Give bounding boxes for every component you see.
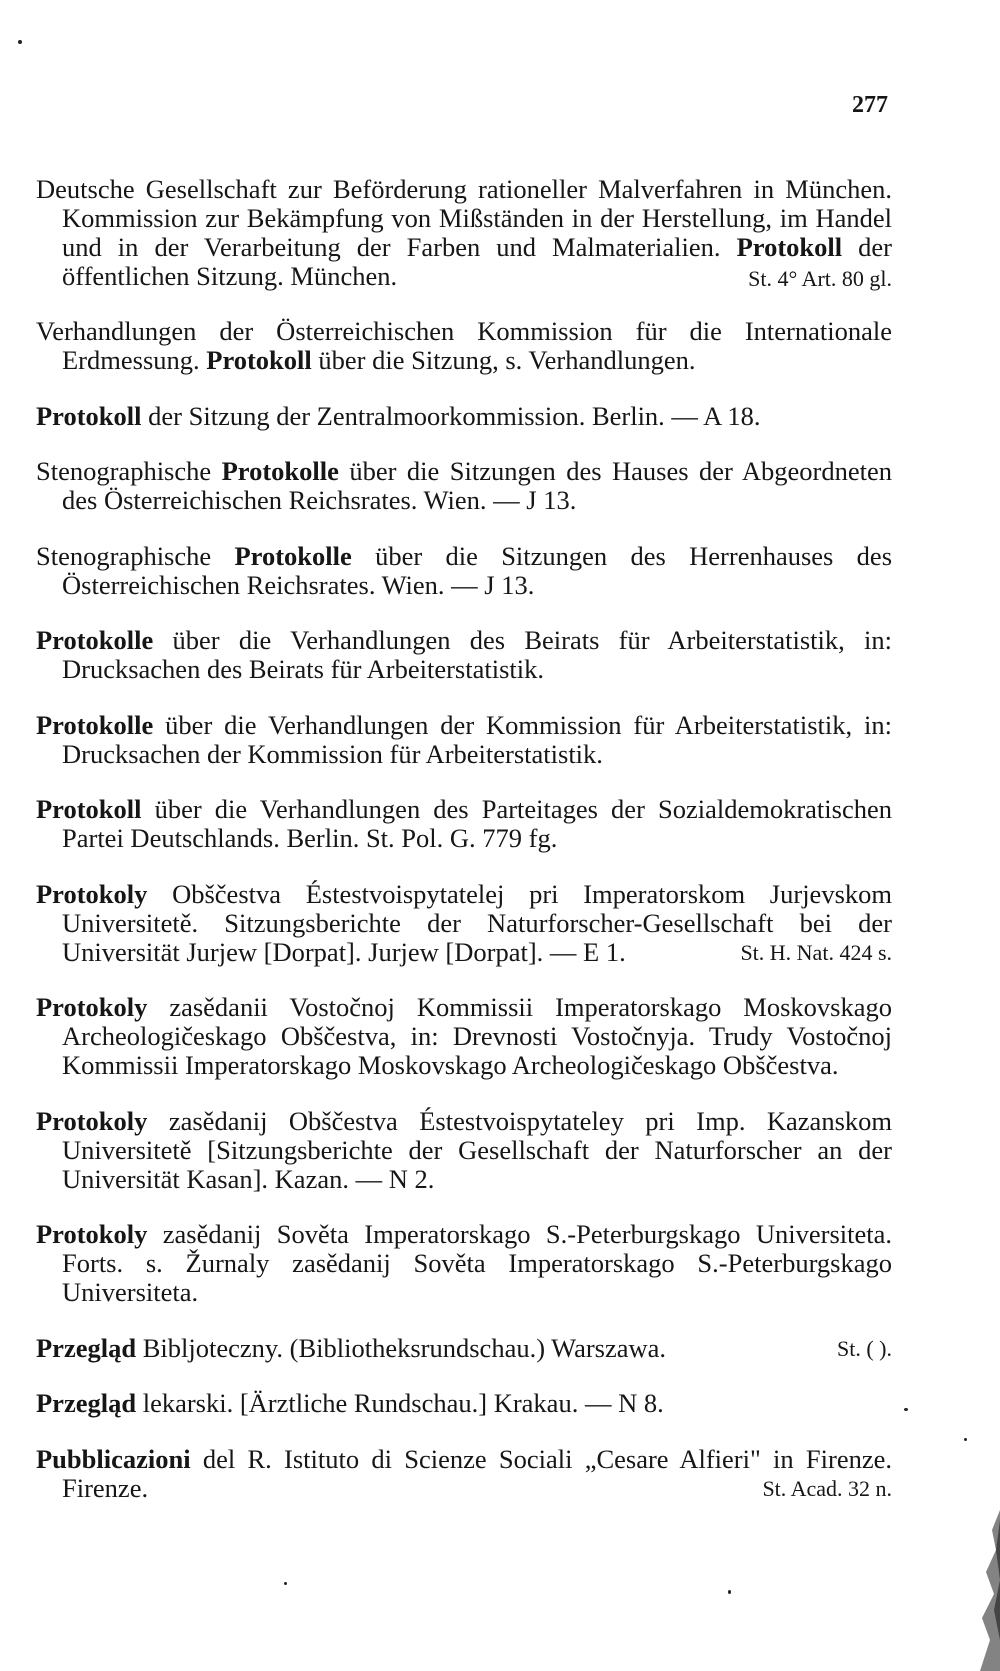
page-number: 277 (852, 92, 888, 118)
entry-kommission-arbeiterstatistik (36, 711, 892, 769)
entry-parteitag (36, 795, 892, 853)
scan-speck (18, 40, 22, 44)
entry-text: zasědanij Obščestva Éstestvoispytateley pri Imp. Kazanskom Universitetě [Sitzungsberichte der Gesellschaft der Naturforscher an der Universität Kasan]. Kazan. — N 2. (62, 1105, 892, 1194)
entry-keyword: Pubblicazioni (36, 1443, 191, 1474)
entry-keyword: Przegląd (36, 1332, 137, 1363)
entry-protokoly-peterburg (36, 1220, 892, 1307)
scan-speck (284, 1582, 287, 1585)
scan-speck (728, 1590, 731, 1594)
entry-lead: Stenographische (36, 456, 222, 486)
entry-text: zasědanij Sověta Imperatorskago S.-Peterburgskago Universiteta. Forts. s. Žurnaly zasědanij Sověta Imperatorskago S.-Peterburgskago Universiteta. (62, 1219, 892, 1307)
entry-beirat-arbeiterstatistik (36, 626, 892, 684)
entry-text: lekarski. [Ärztliche Rundschau.] Krakau. — N 8. (136, 1388, 664, 1418)
entry-keyword: Protokoll (36, 794, 142, 824)
entry-text: Bibljoteczny. (Bibliotheksrundschau.) Warszawa. (136, 1332, 667, 1363)
entry-deutsche-gesellschaft (36, 175, 892, 291)
entry-text: del R. Istituto di Scienze Sociali „Cesare Alfieri" in Firenze. Firenze. (62, 1443, 892, 1503)
scan-speck (904, 1408, 908, 1411)
entry-text: über die Sitzungen des Hauses der Abgeordneten des Österreichischen Reichsrates. Wien. — J 13. (62, 456, 892, 515)
entry-text: der Sitzung der Zentralmoorkommission. Berlin. — A 18. (141, 400, 761, 431)
entry-keyword: Protokoll (36, 400, 142, 431)
entry-keyword: Protokoll (736, 231, 843, 262)
entry-przeglad-bibljoteczny (36, 1334, 892, 1363)
entry-text: über die Verhandlungen des Parteitages der Sozialdemokratischen Partei Deutschlands. Berlin. St. Pol. G. 779 fg. (62, 794, 892, 853)
entry-text: über die Verhandlungen des Beirats für Arbeiterstatistik, in: Drucksachen des Beirats für Arbeiterstatistik. (62, 625, 892, 684)
entry-protokoly-jurjev (36, 880, 892, 967)
entry-keyword: Protokoll (206, 345, 312, 375)
entry-przeglad-lekarski (36, 1389, 892, 1418)
entry-keyword: Protokolle (221, 456, 339, 486)
shelf-mark: St. ( ). (837, 1335, 892, 1361)
shelf-mark: St. H. Nat. 424 s. (740, 939, 892, 965)
entry-lead: Verhandlungen der Österreichischen Kommission für die Internationale Erdmessung. (36, 316, 892, 375)
entry-keyword: Protokoly (36, 992, 148, 1022)
page-edge-shadow (972, 1510, 1000, 1671)
entry-text: über die Sitzungen des Herrenhauses des Österreichischen Reichsrates. Wien. — J 13. (62, 540, 893, 600)
shelf-mark: St. Acad. 32 n. (762, 1475, 892, 1501)
entry-protokoly-kazan (36, 1107, 892, 1194)
bibliography-entries (36, 148, 892, 1521)
entry-zentralmoorkommission (36, 402, 892, 431)
entry-stenographische-haus (36, 457, 892, 515)
entry-lead: Deutsche Gesellschaft zur Beförderung rationeller Malverfahren in München. Kommission zur Bekämpfung von Mißständen in der Herstellung, im Handel und in der Verarbeitung der Farben und Malmaterialien. (36, 173, 892, 262)
entry-text: über die Verhandlungen der Kommission für Arbeiterstatistik, in: Drucksachen der Kommission für Arbeiterstatistik. (62, 709, 892, 769)
entry-keyword: Protokolle (36, 709, 154, 740)
entry-text: Obščestva Éstestvoispytatelej pri Imperatorskom Jurjevskom Universitetě. Sitzungsberichte der Naturforscher-Gesellschaft bei der Universität Jurjew [Dorpat]. Jurjew [Dorpat]. — E 1. (62, 878, 892, 967)
shelf-mark: St. 4° Art. 80 gl. (748, 265, 892, 291)
entry-text: über die Sitzung, s. Verhandlungen. (311, 345, 696, 375)
entry-stenographische-herrenhaus (36, 542, 892, 600)
entry-pubblicazioni (36, 1445, 892, 1503)
entry-keyword: Protokolle (36, 625, 154, 655)
entry-verhandlungen (36, 317, 892, 375)
entry-keyword: Protokoly (36, 878, 148, 909)
entry-keyword: Protokoly (36, 1219, 148, 1249)
entry-keyword: Przegląd (36, 1388, 137, 1418)
entry-keyword: Protokoly (36, 1105, 148, 1136)
entry-protokoly-moskau (36, 993, 892, 1080)
entry-lead: Stenographische (36, 540, 235, 571)
entry-keyword: Protokolle (234, 540, 352, 571)
entry-text: der öffentlichen Sitzung. München. (62, 231, 892, 291)
entry-text: zasědanii Vostočnoj Kommissii Imperatorskago Moskovskago Archeologičeskago Obščestva, in: Drevnosti Vostočnyja. Trudy Vostočnoj Kommissii Imperatorskago Moskovskago Archeologičeskago Obščestva. (62, 992, 892, 1080)
scan-speck (964, 1438, 967, 1441)
